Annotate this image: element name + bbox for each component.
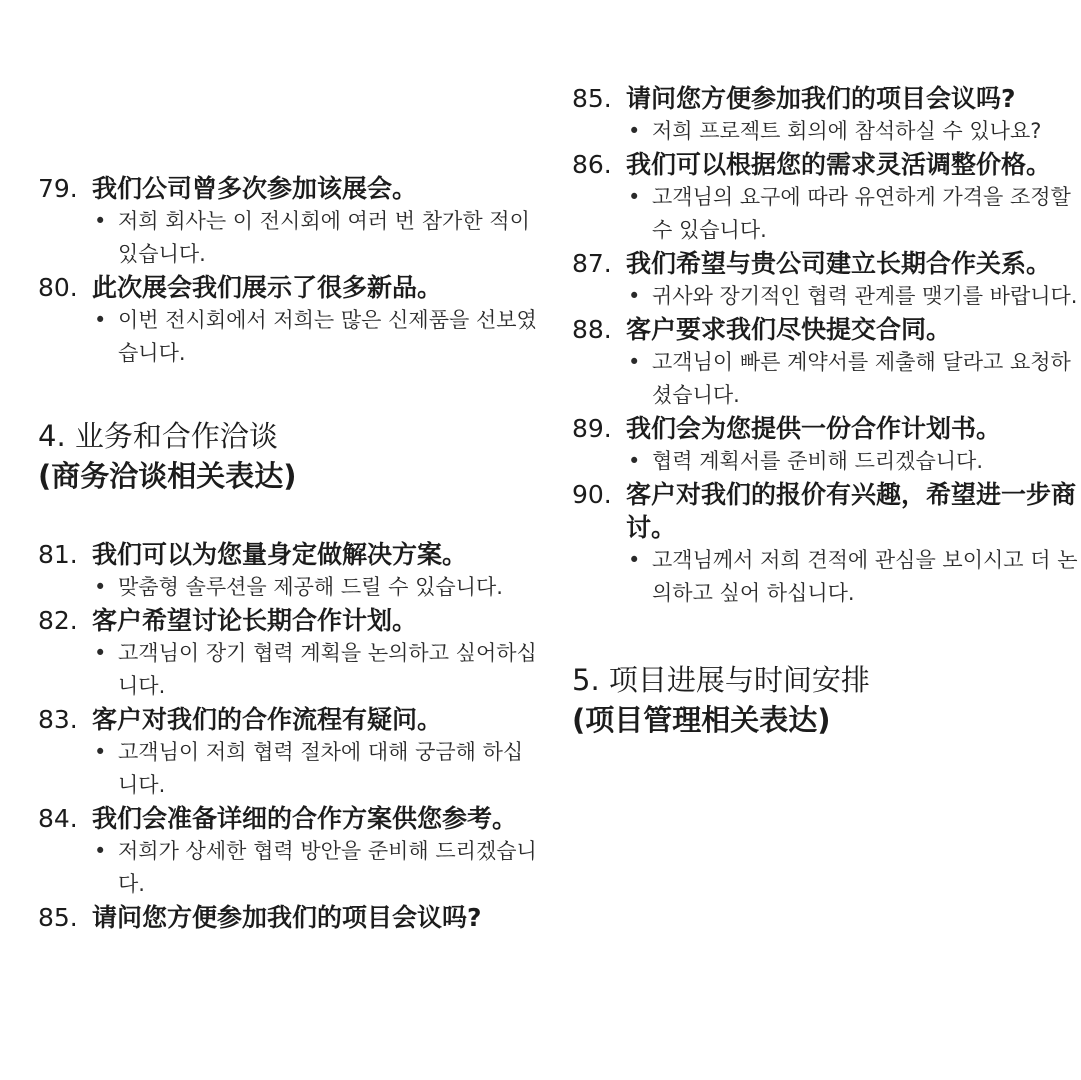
bullet-icon: • — [94, 308, 107, 332]
item-number: 82. — [38, 606, 78, 635]
bullet-icon: • — [94, 641, 107, 665]
korean-translation: 이번 전시회에서 저희는 많은 신제품을 선보였습니다. — [118, 308, 537, 365]
bullet-icon: • — [628, 548, 641, 572]
list-item-89 — [572, 412, 1081, 478]
list-item-87 — [572, 247, 1081, 313]
chinese-sentence: 我们可以为您量身定做解决方案。 — [92, 540, 468, 569]
chinese-sentence: 客户希望讨论长期合作计划。 — [92, 606, 418, 635]
list-item-88 — [572, 313, 1081, 412]
korean-translation: 고객님께서 저희 견적에 관심을 보이시고 더 논의하고 싶어 하십니다. — [652, 548, 1078, 605]
item-number: 84. — [38, 804, 78, 833]
bullet-icon: • — [94, 575, 107, 599]
item-number: 85. — [572, 84, 612, 113]
section-title: 5. 项目进展与时间安排 — [572, 663, 870, 697]
bullet-icon: • — [94, 839, 107, 863]
korean-translation: 고객님의 요구에 따라 유연하게 가격을 조정할 수 있습니다. — [652, 185, 1071, 242]
korean-translation: 저희 회사는 이 전시회에 여러 번 참가한 적이 있습니다. — [118, 209, 530, 266]
chinese-sentence: 此次展会我们展示了很多新品。 — [92, 273, 443, 302]
list-item-82 — [38, 604, 538, 703]
chinese-sentence: 客户要求我们尽快提交合同。 — [626, 315, 952, 344]
list-item-81 — [38, 538, 538, 604]
item-number: 81. — [38, 540, 78, 569]
chinese-sentence: 我们公司曾多次参加该展会。 — [92, 174, 418, 203]
list-item-84 — [38, 802, 538, 901]
chinese-sentence: 请问您方便参加我们的项目会议吗? — [92, 903, 482, 932]
right-column — [572, 82, 1081, 740]
korean-translation: 고객님이 저희 협력 절차에 대해 궁금해 하십니다. — [118, 740, 524, 797]
chinese-sentence: 我们希望与贵公司建立长期合作关系。 — [626, 249, 1052, 278]
item-number: 90. — [572, 480, 612, 509]
section-heading-5 — [572, 660, 1081, 740]
list-item-80 — [38, 271, 538, 370]
item-number: 83. — [38, 705, 78, 734]
section-subtitle: (项目管理相关表达) — [572, 703, 831, 737]
item-number: 89. — [572, 414, 612, 443]
item-number: 85. — [38, 903, 78, 932]
section-heading-4 — [38, 416, 538, 496]
korean-translation: 고객님이 장기 협력 계획을 논의하고 싶어하십니다. — [118, 641, 537, 698]
list-item-85-cutoff — [38, 901, 538, 934]
chinese-sentence: 我们会为您提供一份合作计划书。 — [626, 414, 1002, 443]
chinese-sentence: 我们会准备详细的合作方案供您参考。 — [92, 804, 518, 833]
item-number: 87. — [572, 249, 612, 278]
bullet-icon: • — [628, 284, 641, 308]
korean-translation: 맞춤형 솔루션을 제공해 드릴 수 있습니다. — [118, 575, 503, 599]
section-title: 4. 业务和合作洽谈 — [38, 419, 278, 453]
bullet-icon: • — [94, 209, 107, 233]
korean-translation: 저희가 상세한 협력 방안을 준비해 드리겠습니다. — [118, 839, 537, 896]
left-column — [38, 172, 538, 1080]
chinese-sentence: 客户对我们的合作流程有疑问。 — [92, 705, 443, 734]
korean-translation: 귀사와 장기적인 협력 관계를 맺기를 바랍니다. — [652, 284, 1078, 308]
item-number: 79. — [38, 174, 78, 203]
bullet-icon: • — [94, 740, 107, 764]
list-item-79 — [38, 172, 538, 271]
bullet-icon: • — [628, 119, 641, 143]
bullet-icon: • — [628, 185, 641, 209]
item-number: 86. — [572, 150, 612, 179]
list-item-90 — [572, 478, 1081, 610]
bullet-icon: • — [628, 350, 641, 374]
list-item-85 — [572, 82, 1081, 148]
item-number: 88. — [572, 315, 612, 344]
bullet-icon: • — [628, 449, 641, 473]
chinese-sentence: 客户对我们的报价有兴趣，希望进一步商讨。 — [626, 480, 1077, 542]
chinese-sentence: 请问您方便参加我们的项目会议吗? — [626, 84, 1016, 113]
korean-translation: 고객님이 빠른 계약서를 제출해 달라고 요청하셨습니다. — [652, 350, 1071, 407]
korean-translation: 저희 프로젝트 회의에 참석하실 수 있나요? — [652, 119, 1042, 143]
chinese-sentence: 我们可以根据您的需求灵活调整价格。 — [626, 150, 1052, 179]
section-subtitle: (商务洽谈相关表达) — [38, 459, 297, 493]
item-number: 80. — [38, 273, 78, 302]
korean-translation: 협력 계획서를 준비해 드리겠습니다. — [652, 449, 983, 473]
list-item-86 — [572, 148, 1081, 247]
list-item-83 — [38, 703, 538, 802]
